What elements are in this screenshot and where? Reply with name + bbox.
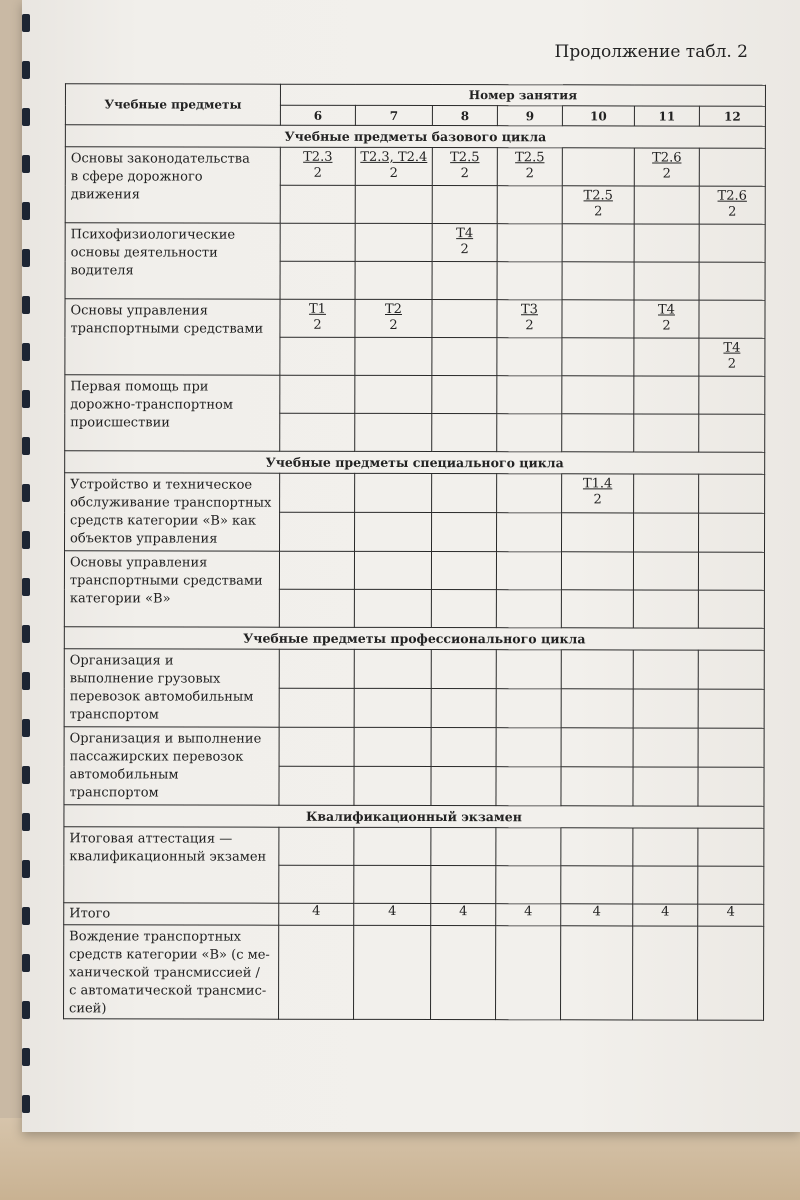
document-page bbox=[22, 0, 800, 1132]
schedule-cell bbox=[496, 767, 561, 806]
schedule-cell bbox=[279, 589, 354, 627]
binding-ring bbox=[22, 907, 30, 925]
hours-value: 2 bbox=[460, 242, 469, 258]
hours-value: 2 bbox=[727, 356, 737, 372]
schedule-cell bbox=[562, 148, 634, 186]
subject-name-line: обслуживание транспортных bbox=[70, 495, 272, 511]
schedule-cell bbox=[561, 650, 633, 689]
subject-row bbox=[65, 147, 765, 186]
binding-ring bbox=[22, 296, 30, 314]
schedule-cell bbox=[279, 688, 354, 727]
schedule-cell bbox=[496, 866, 561, 904]
topic-code: Т2.6 bbox=[717, 188, 747, 204]
column-header: 12 bbox=[699, 106, 765, 126]
schedule-cell bbox=[561, 590, 633, 628]
schedule-cell bbox=[497, 376, 562, 414]
schedule-cell bbox=[280, 147, 355, 185]
total-value: 4 bbox=[633, 904, 698, 926]
total-value: 4 bbox=[561, 904, 633, 926]
subject-name bbox=[65, 473, 280, 551]
driving-subject-name bbox=[64, 925, 279, 1019]
subject-name-line: транспортными средствами bbox=[70, 321, 264, 337]
binding-ring bbox=[22, 155, 30, 173]
schedule-cell bbox=[497, 186, 562, 224]
schedule-cell bbox=[432, 414, 497, 452]
subject-name-line: водителя bbox=[70, 263, 134, 279]
binding-ring bbox=[22, 1095, 30, 1113]
binding-ring bbox=[22, 813, 30, 831]
schedule-cell bbox=[561, 728, 633, 767]
hours-value: 2 bbox=[313, 165, 322, 181]
schedule-body bbox=[64, 125, 766, 1020]
hours-value: 2 bbox=[594, 204, 603, 220]
schedule-cell bbox=[354, 827, 431, 865]
subject-name-line: в сфере дорожного движения bbox=[70, 169, 203, 203]
schedule-cell bbox=[279, 865, 354, 903]
schedule-cell bbox=[432, 513, 497, 552]
schedule-cell bbox=[279, 649, 354, 688]
schedule-cell bbox=[497, 262, 562, 300]
schedule-cell bbox=[634, 338, 699, 376]
hours-value: 2 bbox=[662, 318, 671, 334]
binding-ring bbox=[22, 954, 30, 972]
subject-name-line: категории «В» bbox=[69, 591, 171, 607]
binding-ring bbox=[22, 578, 30, 596]
total-row bbox=[64, 903, 764, 926]
schedule-cell bbox=[497, 474, 562, 513]
schedule-cell bbox=[562, 186, 634, 224]
schedule-cell bbox=[432, 338, 497, 376]
topic-code: Т4 bbox=[723, 340, 741, 356]
binding-ring bbox=[22, 390, 30, 408]
section-title: Учебные предметы базового цикла bbox=[65, 125, 765, 148]
section-row bbox=[65, 125, 765, 148]
hours-value: 2 bbox=[593, 492, 602, 508]
schedule-cell bbox=[280, 413, 355, 451]
schedule-cell bbox=[634, 414, 699, 452]
schedule-cell bbox=[496, 828, 561, 866]
schedule-cell bbox=[432, 262, 497, 300]
subject-name bbox=[64, 827, 279, 903]
schedule-cell bbox=[355, 473, 432, 512]
section-row bbox=[64, 805, 764, 828]
binding-ring bbox=[22, 484, 30, 502]
hours-value: 2 bbox=[313, 317, 322, 333]
schedule-cell bbox=[431, 689, 496, 728]
subject-name-line: Итоговая аттестация — bbox=[69, 831, 233, 847]
schedule-cell bbox=[497, 224, 562, 262]
section-title: Квалификационный экзамен bbox=[64, 805, 764, 828]
schedule-cell bbox=[698, 828, 764, 866]
binding-ring bbox=[22, 625, 30, 643]
schedule-cell bbox=[633, 767, 698, 806]
binding-ring bbox=[22, 719, 30, 737]
schedule-cell bbox=[432, 186, 497, 224]
schedule-cell bbox=[432, 224, 497, 262]
schedule-cell bbox=[699, 186, 765, 224]
column-header: 8 bbox=[432, 106, 497, 126]
subject-row bbox=[64, 727, 764, 767]
topic-code: Т4 bbox=[658, 302, 675, 318]
schedule-cell bbox=[279, 827, 354, 865]
subject-name bbox=[65, 147, 280, 223]
hours-value: 2 bbox=[525, 318, 534, 334]
subject-name-line: с автоматической трансмис- bbox=[69, 983, 267, 999]
subject-name-line: выполнение грузовых bbox=[69, 671, 221, 687]
schedule-cell bbox=[634, 513, 699, 552]
topic-code: Т2.5 bbox=[450, 150, 480, 166]
total-value: 4 bbox=[496, 904, 561, 926]
section-title: Учебные предметы профессионального цикла bbox=[64, 627, 764, 650]
schedule-cell bbox=[562, 513, 634, 552]
schedule-cell bbox=[496, 590, 561, 628]
schedule-cell bbox=[562, 474, 634, 513]
schedule-cell bbox=[431, 866, 496, 904]
schedule-cell bbox=[699, 262, 765, 300]
subject-name-line: дорожно-транспортном bbox=[70, 397, 233, 413]
subject-name-line: Психофизиологические bbox=[70, 227, 236, 243]
column-header: 6 bbox=[280, 105, 355, 125]
column-header: 11 bbox=[634, 106, 699, 126]
header-lesson-number: Номер занятия bbox=[280, 84, 765, 106]
schedule-cell bbox=[280, 223, 355, 261]
subject-name-line: средств категории «В» (с ме- bbox=[69, 947, 270, 963]
schedule-cell bbox=[562, 376, 634, 414]
binding-ring bbox=[22, 860, 30, 878]
schedule-cell bbox=[699, 300, 765, 338]
subject-name-line: транспортом bbox=[69, 785, 159, 801]
subject-name-line: Основы законодательства bbox=[70, 151, 250, 167]
schedule-cell bbox=[280, 473, 355, 512]
subject-name bbox=[64, 727, 279, 805]
schedule-cell bbox=[497, 414, 562, 452]
schedule-cell bbox=[698, 552, 764, 590]
subject-name-line: Основы управления bbox=[70, 303, 208, 319]
schedule-cell bbox=[562, 300, 634, 338]
binding-ring bbox=[22, 249, 30, 267]
schedule-cell bbox=[561, 552, 633, 590]
total-value: 4 bbox=[431, 904, 496, 926]
binding-ring bbox=[22, 14, 30, 32]
schedule-cell bbox=[699, 474, 765, 513]
table-caption: Продолжение табл. 2 bbox=[554, 42, 748, 62]
schedule-cell bbox=[279, 727, 354, 766]
schedule-cell bbox=[699, 338, 765, 376]
driving-row bbox=[64, 925, 764, 1020]
schedule-cell bbox=[280, 185, 355, 223]
schedule-cell bbox=[354, 925, 431, 1019]
schedule-cell bbox=[633, 650, 698, 689]
schedule-cell bbox=[355, 375, 432, 413]
topic-code: Т2.3 bbox=[303, 149, 333, 165]
header-subjects: Учебные предметы bbox=[65, 84, 280, 125]
schedule-cell bbox=[354, 589, 431, 627]
schedule-cell bbox=[633, 552, 698, 590]
subject-name-line: средств категории «В» как bbox=[70, 513, 257, 529]
schedule-cell bbox=[431, 828, 496, 866]
schedule-cell bbox=[634, 186, 699, 224]
schedule-cell bbox=[496, 728, 561, 767]
total-value: 4 bbox=[354, 903, 431, 925]
schedule-cell bbox=[633, 689, 698, 728]
binding-ring bbox=[22, 343, 30, 361]
hours-value: 2 bbox=[389, 317, 398, 333]
schedule-cell bbox=[698, 590, 764, 628]
subject-name-line: ханической трансмиссией / bbox=[69, 965, 260, 981]
binding-ring bbox=[22, 202, 30, 220]
subject-name-line: Организация и bbox=[69, 653, 174, 669]
topic-code: Т4 bbox=[456, 226, 474, 242]
column-header: 10 bbox=[562, 106, 634, 126]
subject-name-line: объектов управления bbox=[70, 531, 218, 547]
schedule-cell bbox=[634, 224, 699, 262]
schedule-cell bbox=[699, 224, 765, 262]
subject-row bbox=[64, 649, 764, 689]
subject-name-line: Первая помощь при bbox=[70, 379, 209, 395]
subject-name-line: пассажирских перевозок bbox=[69, 749, 244, 765]
topic-code: Т1 bbox=[309, 301, 326, 317]
schedule-cell bbox=[354, 688, 431, 727]
schedule-cell bbox=[561, 828, 633, 866]
subject-row bbox=[64, 551, 764, 590]
schedule-cell bbox=[431, 590, 496, 628]
binding-ring bbox=[22, 531, 30, 549]
schedule-cell bbox=[698, 767, 764, 806]
topic-code: Т1.4 bbox=[582, 476, 613, 492]
schedule-cell bbox=[431, 767, 496, 806]
schedule-cell bbox=[431, 650, 496, 689]
schedule-cell bbox=[561, 689, 633, 728]
schedule-cell bbox=[432, 376, 497, 414]
schedule-cell bbox=[698, 926, 764, 1020]
schedule-cell bbox=[698, 689, 764, 728]
schedule-cell bbox=[633, 728, 698, 767]
schedule-cell bbox=[496, 552, 561, 590]
schedule-cell bbox=[354, 551, 431, 589]
topic-code: Т2.6 bbox=[652, 150, 682, 166]
schedule-cell bbox=[497, 338, 562, 376]
schedule-cell bbox=[354, 727, 431, 766]
topic-code: Т2.5 bbox=[583, 188, 613, 204]
schedule-cell bbox=[279, 925, 354, 1019]
schedule-cell bbox=[699, 414, 765, 452]
schedule-cell bbox=[496, 689, 561, 728]
schedule-cell bbox=[431, 728, 496, 767]
schedule-cell bbox=[634, 148, 699, 186]
schedule-cell bbox=[497, 148, 562, 186]
hours-value: 2 bbox=[662, 166, 671, 182]
schedule-cell bbox=[355, 147, 432, 185]
schedule-cell bbox=[561, 767, 633, 806]
schedule-cell bbox=[355, 337, 432, 375]
schedule-cell bbox=[355, 223, 432, 261]
subject-row bbox=[65, 375, 765, 414]
schedule-cell bbox=[698, 650, 764, 689]
subject-name-line: перевозок автомобильным bbox=[69, 689, 254, 705]
schedule-cell bbox=[432, 148, 497, 186]
schedule-cell bbox=[633, 926, 698, 1020]
schedule-cell bbox=[355, 413, 432, 451]
schedule-cell bbox=[431, 926, 496, 1020]
schedule-cell bbox=[562, 224, 634, 262]
schedule-cell bbox=[634, 376, 699, 414]
subject-name bbox=[65, 375, 280, 451]
schedule-cell bbox=[699, 148, 765, 186]
schedule-cell bbox=[633, 866, 698, 904]
schedule-cell bbox=[698, 866, 764, 904]
section-title: Учебные предметы специального цикла bbox=[65, 451, 765, 474]
schedule-cell bbox=[432, 474, 497, 513]
subject-name-line: транспортными средствами bbox=[69, 573, 263, 589]
hours-value: 2 bbox=[389, 165, 398, 181]
schedule-cell bbox=[280, 261, 355, 299]
schedule-cell bbox=[355, 261, 432, 299]
schedule-cell bbox=[699, 376, 765, 414]
schedule-cell bbox=[354, 865, 431, 903]
subject-name-line: Основы управления bbox=[69, 555, 208, 571]
subject-name-line: транспортом bbox=[69, 707, 159, 723]
column-header: 7 bbox=[355, 105, 432, 125]
schedule-cell bbox=[280, 375, 355, 413]
topic-code: Т2 bbox=[385, 301, 402, 317]
subject-name-line: сией) bbox=[69, 1001, 107, 1017]
subject-name bbox=[64, 551, 279, 627]
schedule-cell bbox=[561, 866, 633, 904]
binding-ring bbox=[22, 437, 30, 455]
schedule-cell bbox=[432, 300, 497, 338]
schedule-cell bbox=[698, 728, 764, 767]
hours-value: 2 bbox=[525, 166, 534, 182]
schedule-cell bbox=[279, 551, 354, 589]
schedule-table bbox=[63, 83, 766, 1020]
schedule-cell bbox=[633, 590, 698, 628]
subject-name-line: происшествии bbox=[70, 415, 170, 431]
total-value: 4 bbox=[698, 904, 764, 926]
binding-ring bbox=[22, 672, 30, 690]
subject-row bbox=[64, 827, 764, 866]
subject-name-line: квалификационный экзамен bbox=[69, 849, 267, 865]
schedule-cell bbox=[355, 299, 432, 337]
subject-row bbox=[65, 223, 765, 262]
subject-name-line: Организация и выполнение bbox=[69, 731, 262, 747]
section-row bbox=[65, 451, 765, 474]
hours-value: 2 bbox=[460, 166, 469, 182]
schedule-cell bbox=[431, 552, 496, 590]
subject-name bbox=[65, 299, 280, 375]
column-header: 9 bbox=[497, 106, 562, 126]
topic-code: Т2.3, Т2.4 bbox=[360, 149, 428, 166]
binding-ring bbox=[22, 108, 30, 126]
schedule-cell bbox=[562, 338, 634, 376]
schedule-cell bbox=[634, 474, 699, 513]
schedule-cell bbox=[633, 828, 698, 866]
total-label: Итого bbox=[64, 903, 279, 925]
schedule-cell bbox=[496, 926, 561, 1020]
schedule-cell bbox=[355, 185, 432, 223]
schedule-cell bbox=[699, 513, 765, 552]
subject-row bbox=[65, 299, 765, 338]
schedule-cell bbox=[280, 337, 355, 375]
subject-name-line: основы деятельности bbox=[70, 245, 218, 261]
subject-name-line: автомобильным bbox=[69, 767, 179, 783]
binding-ring bbox=[22, 766, 30, 784]
schedule-cell bbox=[354, 766, 431, 805]
schedule-cell bbox=[634, 300, 699, 338]
subject-name-line: Вождение транспортных bbox=[69, 929, 241, 945]
binding-ring bbox=[22, 61, 30, 79]
schedule-cell bbox=[562, 262, 634, 300]
binding-ring bbox=[22, 1048, 30, 1066]
schedule-cell bbox=[561, 926, 633, 1020]
section-row bbox=[64, 627, 764, 650]
schedule-cell bbox=[562, 414, 634, 452]
schedule-cell bbox=[354, 649, 431, 688]
schedule-cell bbox=[355, 512, 432, 551]
schedule-cell bbox=[280, 512, 355, 551]
topic-code: Т2.5 bbox=[515, 150, 545, 166]
subject-name-line: Устройство и техническое bbox=[70, 477, 253, 493]
subject-name bbox=[65, 223, 280, 299]
total-value: 4 bbox=[279, 903, 354, 925]
schedule-cell bbox=[496, 650, 561, 689]
topic-code: Т3 bbox=[521, 302, 538, 318]
subject-row bbox=[65, 473, 765, 513]
binding-ring bbox=[22, 1001, 30, 1019]
schedule-cell bbox=[497, 300, 562, 338]
schedule-cell bbox=[279, 766, 354, 805]
hours-value: 2 bbox=[728, 204, 737, 220]
schedule-cell bbox=[497, 513, 562, 552]
schedule-cell bbox=[280, 299, 355, 337]
subject-name bbox=[64, 649, 279, 727]
schedule-cell bbox=[634, 262, 699, 300]
